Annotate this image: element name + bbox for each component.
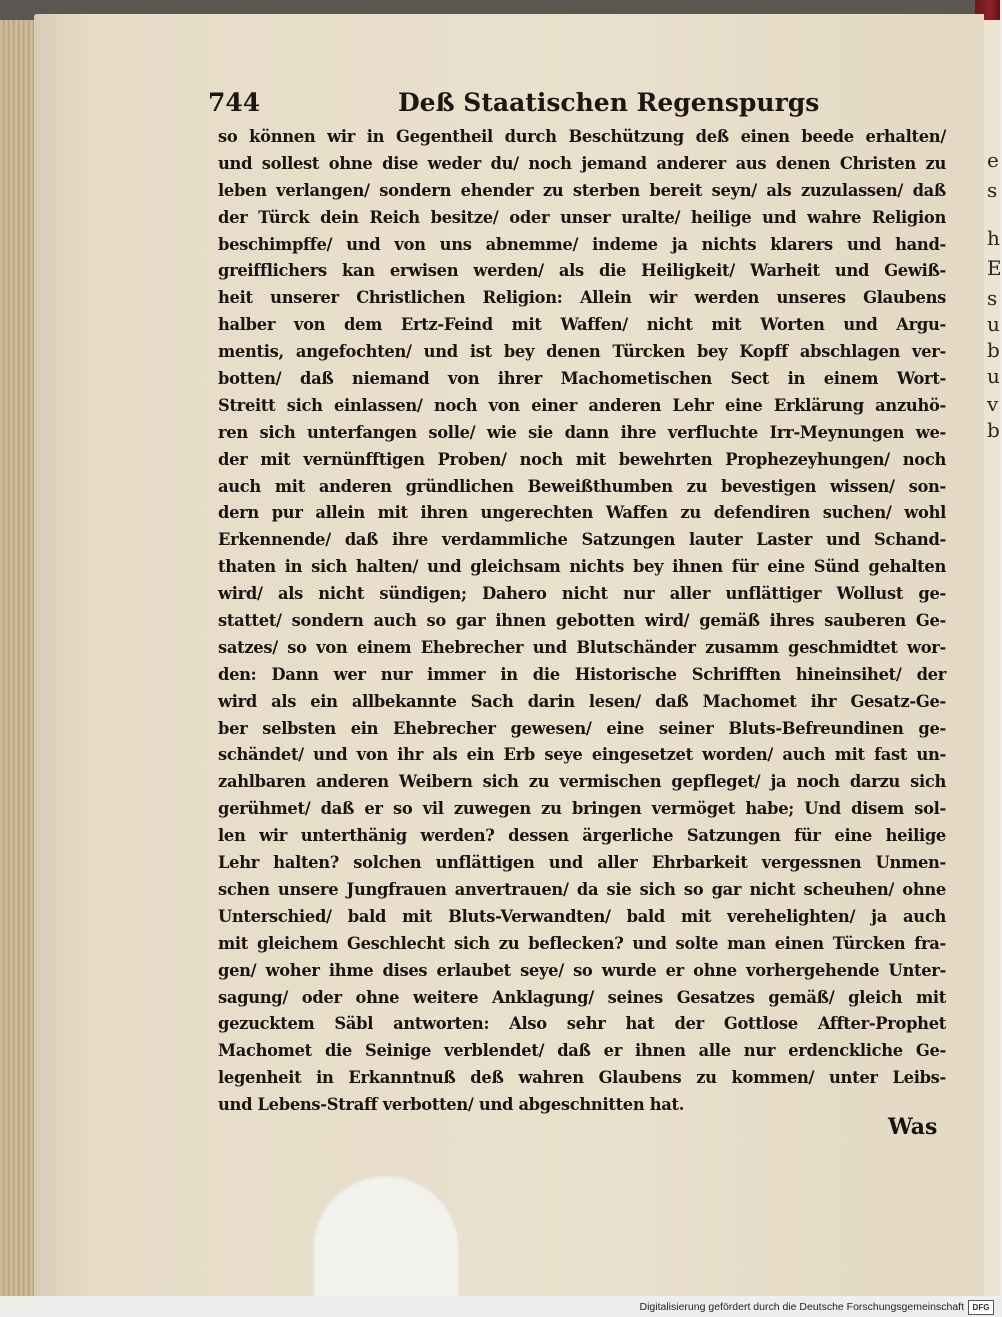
facing-page-glyph: e (987, 148, 999, 172)
text-line: gerühmet/ daß er so vil zuwegen zu bringen vermöget habe; Und disem sol- (218, 799, 946, 819)
text-line: so können wir in Gegentheil durch Beschützung deß einen beede erhalten/ (218, 127, 946, 146)
text-line: Unterschied/ bald mit Bluts-Verwandten/ bald mit verehelighten/ ja auch (218, 906, 946, 926)
text-line: den: Dann wer nur immer in die Historische Schrifften hineinsihet/ der (218, 664, 946, 684)
text-line: schändet/ und von ihr als ein Erb seye eingesetzet worden/ auch mit fast un- (218, 745, 946, 765)
text-line: Lehr halten? solchen unflättigen und aller Ehrbarkeit vergessnen Unmen- (218, 853, 946, 873)
text-line: mentis, angefochten/ und ist bey denen Türcken bey Kopff abschlagen ver- (218, 342, 946, 362)
text-line: schen unsere Jungfrauen anvertrauen/ da sie sich so gar nicht scheuhen/ ohne (218, 879, 946, 899)
catchword: Was (888, 1114, 938, 1140)
body-text (218, 124, 946, 1119)
text-line: mit gleichem Geschlecht sich zu beflecken? und solte man einen Türcken fra- (218, 933, 946, 953)
text-line: botten/ daß niemand von ihrer Machometischen Sect in einem Wort- (218, 369, 946, 389)
facing-page-glyph: v (987, 392, 999, 416)
text-line: ren sich unterfangen solle/ wie sie dann ihre verfluchte Irr-Meynungen we- (218, 422, 946, 442)
facing-page-glyph: b (987, 338, 1000, 362)
page-number: 744 (208, 88, 261, 117)
text-line: gen/ woher ihme dises erlaubet seye/ so wurde er ohne vorhergehende Unter- (218, 960, 946, 980)
text-line: Erkennende/ daß ihre verdammliche Satzungen lauter Laster und Schand- (218, 530, 946, 550)
facing-page-glyph: h (987, 226, 1000, 250)
dfg-logo: DFG (968, 1300, 994, 1315)
running-title: Deß Staatischen Regenspurgs (398, 88, 820, 117)
text-line: beschimpffe/ und von uns abnemme/ indeme ja nichts klarers und hand- (218, 234, 946, 254)
facing-page-glyph: s (987, 178, 998, 202)
text-line: leben verlangen/ sondern ehender zu sterben bereit seyn/ als zuzulassen/ daß (218, 180, 946, 200)
facing-page-glyph: b (987, 418, 1000, 442)
text-line: halber von dem Ertz-Feind mit Waffen/ nicht mit Worten und Argu- (218, 315, 946, 335)
text-line: dern pur allein mit ihren ungerechten Waffen zu defendiren suchen/ wohl (218, 503, 946, 523)
facing-page-glyph: u (987, 312, 1000, 336)
text-line: zahlbaren anderen Weibern sich zu vermischen gepfleget/ ja noch darzu sich (218, 772, 946, 792)
text-line: stattet/ sondern auch so gar ihnen gebotten wird/ gemäß ihres sauberen Ge- (218, 611, 946, 631)
digitization-credit: Digitalisierung gefördert durch die Deutsche Forschungsgemeinschaft (639, 1301, 964, 1313)
facing-page-glyph: E (987, 256, 1002, 280)
text-line: heit unserer Christlichen Religion: Allein wir werden unseres Glaubens (218, 288, 946, 308)
text-line: thaten in sich halten/ und gleichsam nichts bey ihnen für eine Sünd gehalten (218, 557, 946, 577)
facing-page-edge (984, 20, 1000, 1296)
text-line: und sollest ohne dise weder du/ noch jemand anderer aus denen Christen zu (218, 153, 946, 173)
text-line: wird als ein allbekannte Sach darin lesen/ daß Machomet ihr Gesatz-Ge- (218, 691, 946, 711)
text-line: len wir unterthänig werden? dessen ärgerliche Satzungen für eine heilige (218, 826, 946, 846)
text-line: Machomet die Seinige verblendet/ daß er ihnen alle nur erdenckliche Ge- (218, 1041, 946, 1061)
text-line: sagung/ oder ohne weitere Anklagung/ seines Gesatzes gemäß/ gleich mit (218, 987, 946, 1007)
text-line: legenheit in Erkanntnuß deß wahren Glaubens zu kommen/ unter Leibs- (218, 1068, 946, 1088)
text-line: auch mit anderen gründlichen Beweißthumben zu bevestigen wissen/ son- (218, 476, 946, 496)
text-line: ber selbsten ein Ehebrecher gewesen/ eine seiner Bluts-Befreundinen ge- (218, 718, 946, 738)
text-line: satzes/ so von einem Ehebrecher und Blutschänder zusamm geschmidtet wor- (218, 637, 946, 657)
facing-page-glyph: s (987, 286, 998, 310)
text-line: wird/ als nicht sündigen; Dahero nicht nur aller unflättiger Wollust ge- (218, 584, 946, 604)
text-line: der mit vernünfftigen Proben/ noch mit bewehrten Prophezeyhungen/ noch (218, 449, 946, 469)
facing-page-glyph: u (987, 364, 1000, 388)
text-line: gezucktem Säbl antworten: Also sehr hat der Gottlose Affter-Prophet (218, 1014, 946, 1034)
running-head (208, 88, 820, 120)
text-line: Streitt sich einlassen/ noch von einer anderen Lehr eine Erklärung anzuhö- (218, 395, 946, 415)
text-line-last: und Lebens-Straff verbotten/ und abgeschnitten hat. (218, 1095, 685, 1115)
text-line: der Türck dein Reich besitze/ oder unser uralte/ heilige und wahre Religion (218, 207, 946, 227)
text-line: greifflichers kan erwisen werden/ als die Heiligkeit/ Warheit und Gewiß- (218, 261, 946, 281)
